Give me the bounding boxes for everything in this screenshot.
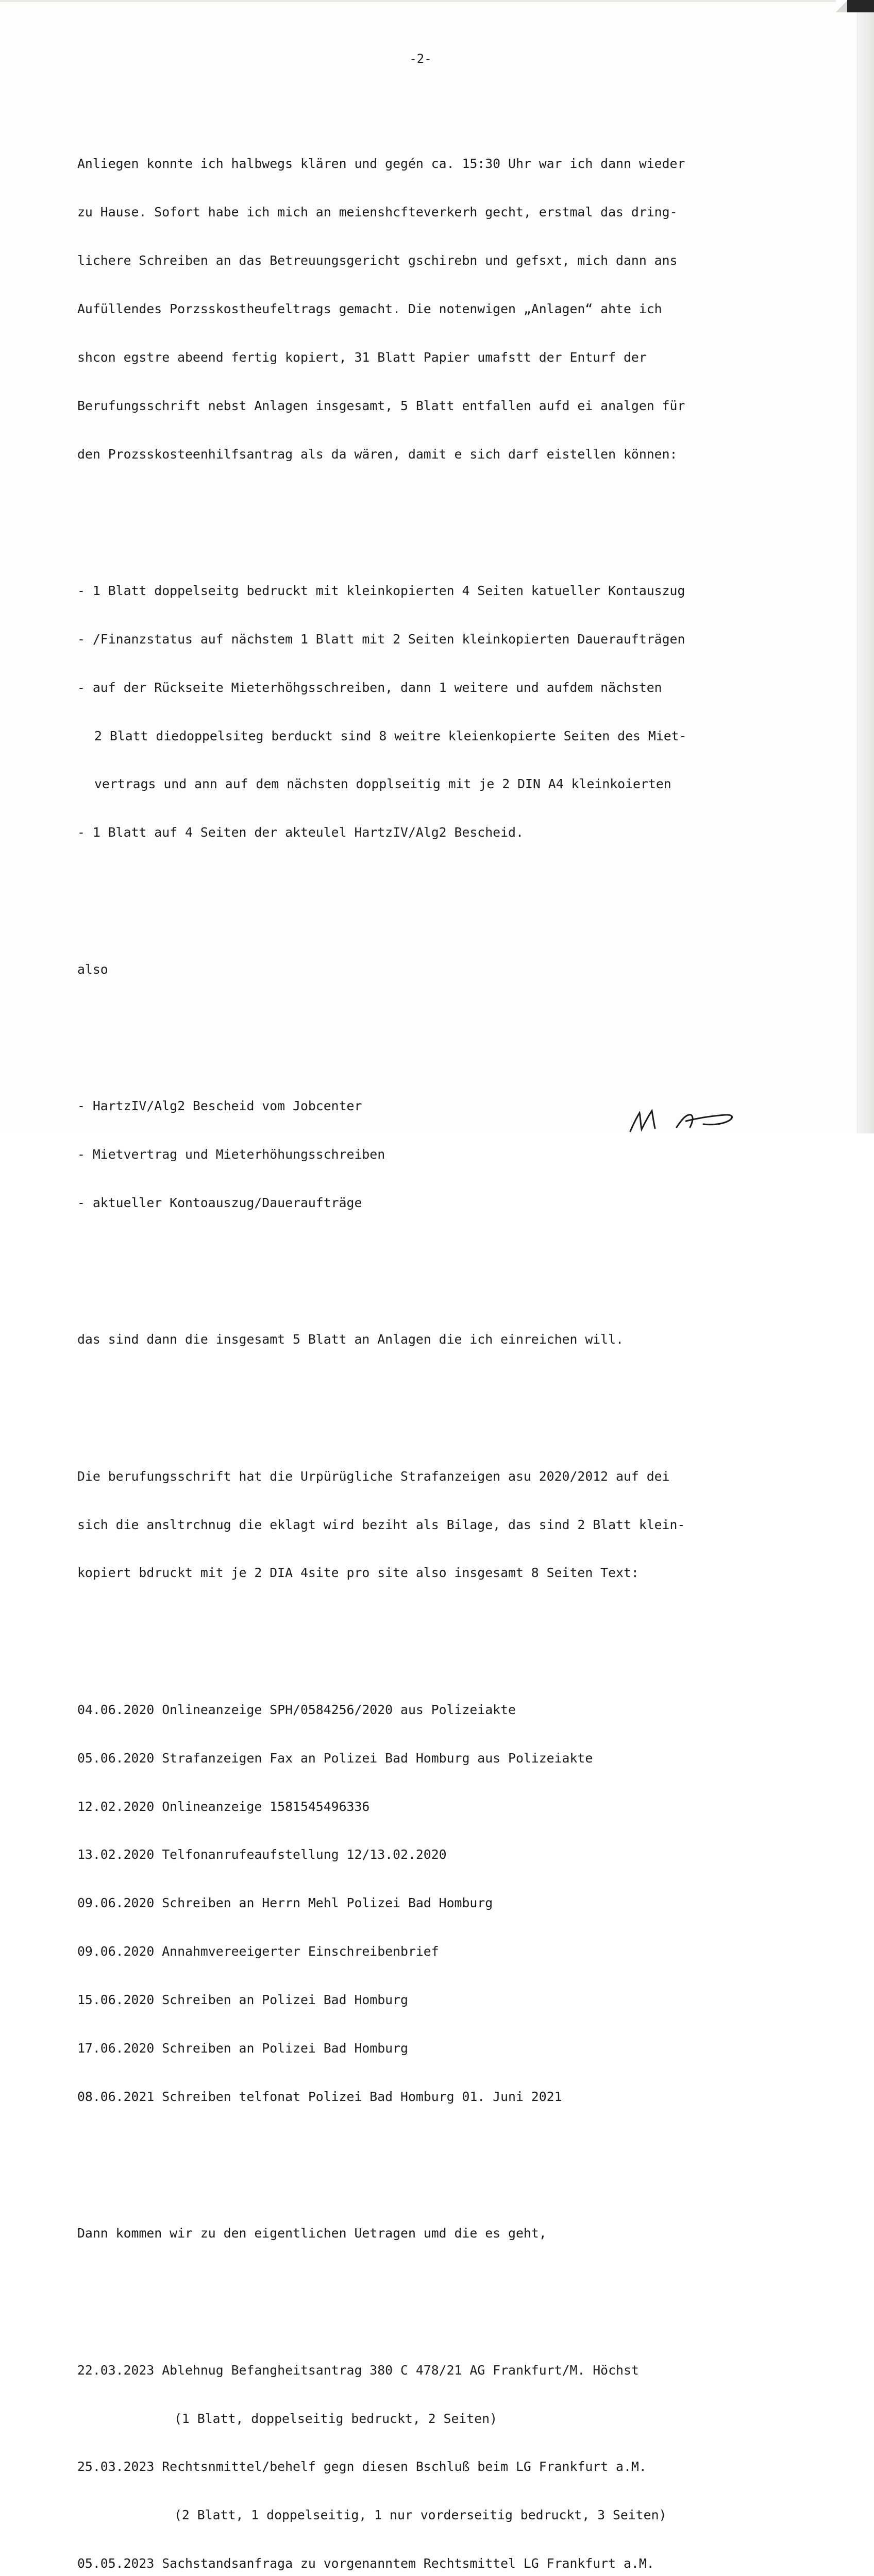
text-line: Anliegen konnte ich halbwegs klären und gegén ca. 15:30 Uhr war ich dann wieder [77, 156, 685, 172]
dated-entry: 22.03.2023 Ablehnug Befangheitsantrag 380 C 478/21 AG Frankfurt/M. Höchst [77, 2362, 639, 2378]
dated-entry: 09.06.2020 Schreiben an Herrn Mehl Polizei Bad Homburg [77, 1895, 493, 1911]
list-item: - auf der Rückseite Mieterhöhgsschreiben, dann 1 weitere und aufdem nächsten [77, 680, 662, 695]
dated-entry: 13.02.2020 Telfonanrufeaufstellung 12/13.02.2020 [77, 1847, 447, 1862]
text-line: Aufüllendes Porzsskostheufeltrags gemacht. Die notenwigen „Anlagen“ ahte ich [77, 301, 662, 316]
text-line: shcon egstre abeend fertig kopiert, 31 Blatt Papier umafstt der Enturf der [77, 349, 647, 365]
list-item: - HartzIV/Alg2 Bescheid vom Jobcenter [77, 1098, 362, 1114]
dated-entry: 05.05.2023 Sachstandsanfraga zu vorgenanntem Rechtsmittel LG Frankfurt a.M. [77, 2556, 654, 2571]
attachment-list [77, 550, 778, 873]
list-2020 [77, 1669, 778, 2137]
text-line: Berufungsschrift nebst Anlagen insgesamt, 5 Blatt entfallen aufd ei analgen für [77, 398, 685, 413]
list-2023 [77, 2330, 778, 2576]
list-item: - /Finanzstatus auf nächstem 1 Blatt mit 2 Seiten kleinkopierten Daueraufträgen [77, 631, 685, 647]
text-line: kopiert bdruckt mit je 2 DIA 4site pro site also insgesamt 8 Seiten Text: [77, 1565, 639, 1581]
text-line: zu Hause. Sofort habe ich mich an meienshcfteverkerh gecht, erstmal das dring- [77, 205, 678, 220]
text-line: also [77, 961, 108, 977]
dated-entry: 05.06.2020 Strafanzeigen Fax an Polizei Bad Homburg aus Polizeiakte [77, 1750, 593, 1766]
dann-line [77, 2193, 778, 2274]
page-number: -2- [409, 52, 432, 66]
dated-entry: 12.02.2020 Onlineanzeige 1581545496336 [77, 1799, 370, 1814]
list-item: - 1 Blatt doppelseitg bedruckt mit kleinkopierten 4 Seiten katueller Kontauszug [77, 583, 685, 598]
summary-list [77, 1066, 778, 1243]
text-line: Die berufungsschrift hat die Urpürügliche Strafanzeigen asu 2020/2012 auf dei [77, 1468, 670, 1484]
dated-entry: 08.06.2021 Schreiben telfonat Polizei Bad Homburg 01. Juni 2021 [77, 2089, 562, 2104]
intro-paragraph [77, 124, 778, 495]
page-edge-right [857, 0, 874, 1133]
also-line [77, 929, 778, 1009]
dated-entry-detail: (2 Blatt, 1 doppelseitig, 1 nur vorderseitig bedruckt, 3 Seiten) [174, 2507, 667, 2523]
list-item: - aktueller Kontoauszug/Daueraufträge [77, 1195, 362, 1210]
dated-entry: 25.03.2023 Rechtsnmittel/behelf gegn diesen Bschluß beim LG Frankfurt a.M. [77, 2459, 647, 2475]
list-item-continuation: 2 Blatt diedoppelsiteg berduckt sind 8 weitre kleienkopierte Seiten des Miet- [94, 728, 687, 743]
text-line: sich die ansltrchnug die eklagt wird beziht als Bilage, das sind 2 Blatt klein- [77, 1517, 685, 1532]
text-line: den Prozsskosteenhilfsantrag als da wären, damit e sich darf eistellen können: [77, 446, 678, 462]
handwritten-signature [626, 1097, 760, 1133]
list-item: - Mietvertrag und Mieterhöhungsschreiben [77, 1147, 385, 1162]
dated-entry: 15.06.2020 Schreiben an Polizei Bad Homburg [77, 1992, 408, 2008]
corner-fold [836, 0, 847, 12]
summary-line [77, 1299, 778, 1380]
text-line: lichere Schreiben an das Betreuungsgericht gschirebn und gefsxt, mich dann ans [77, 252, 678, 268]
text-line: das sind dann die insgesamt 5 Blatt an Anlagen die ich einreichen will. [77, 1332, 624, 1347]
page-edge-top [0, 0, 874, 2]
text-line: Dann kommen wir zu den eigentlichen Uetragen umd die es geht, [77, 2226, 547, 2241]
list-item: - 1 Blatt auf 4 Seiten der akteulel HartzIV/Alg2 Bescheid. [77, 825, 524, 840]
scanner-corner [847, 0, 874, 12]
letter-body [77, 91, 778, 2576]
dated-entry: 17.06.2020 Schreiben an Polizei Bad Homburg [77, 2041, 408, 2056]
list-item-continuation: vertrags und ann auf dem nächsten dopplseitig mit je 2 DIN A4 kleinkoierten [94, 776, 671, 792]
dated-entry: 04.06.2020 Onlineanzeige SPH/0584256/2020 aus Polizeiakte [77, 1702, 516, 1717]
dated-entry: 09.06.2020 Annahmvereeigerter Einschreibenbrief [77, 1944, 439, 1959]
dated-entry-detail: (1 Blatt, doppelseitig bedruckt, 2 Seiten) [174, 2411, 498, 2426]
berufung-paragraph [77, 1436, 778, 1613]
